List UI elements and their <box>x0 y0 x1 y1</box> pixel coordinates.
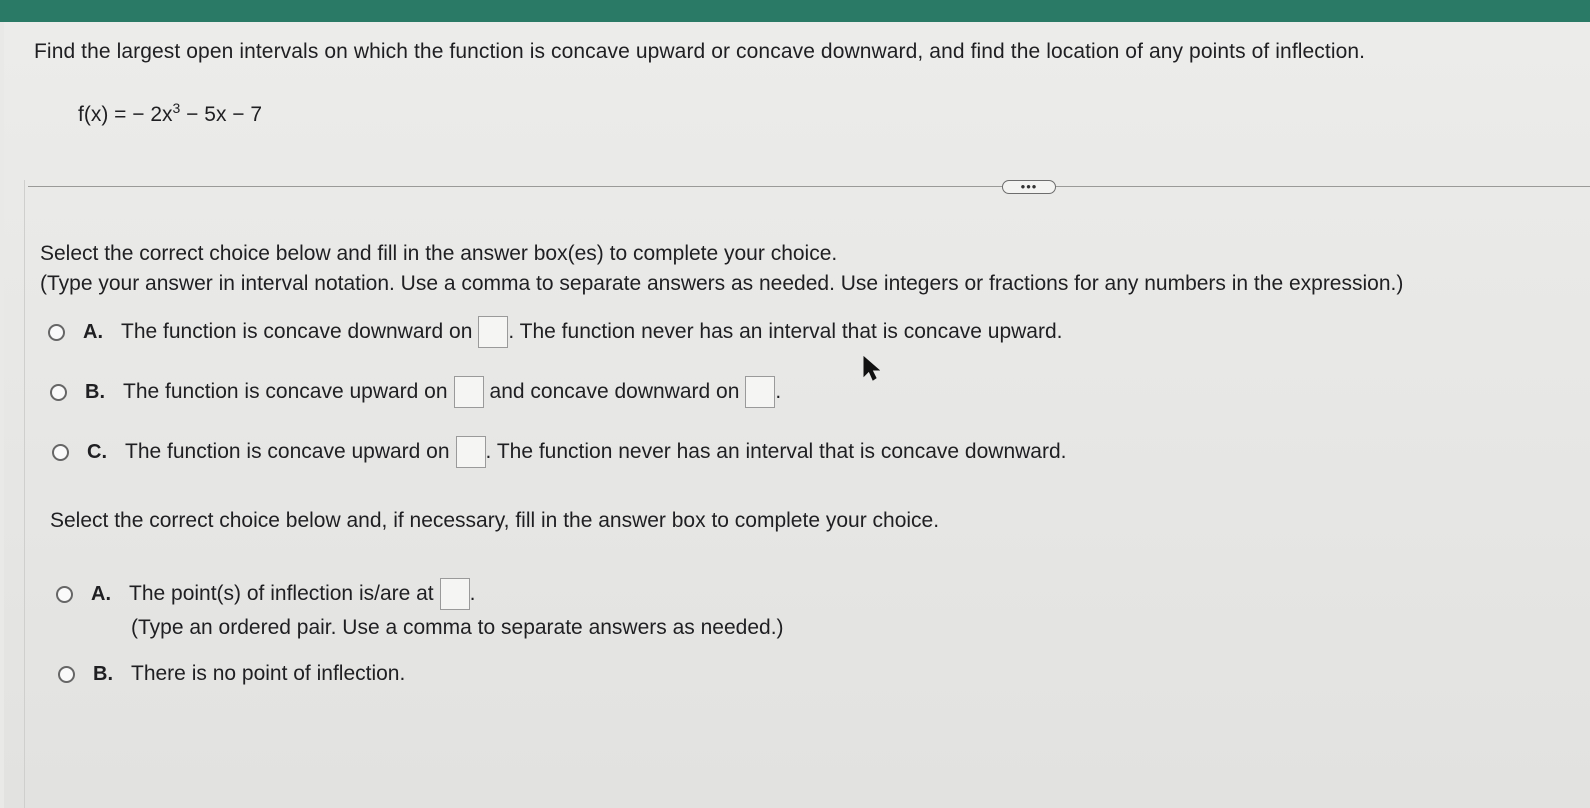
answer-box-inflection-point[interactable] <box>440 578 470 610</box>
choice-text-middle: and concave downward on <box>489 380 740 403</box>
more-options-button[interactable]: ••• <box>1002 180 1056 194</box>
choice-text: The point(s) of inflection is/are at <box>129 582 434 605</box>
formula-prefix: f(x) = − 2x <box>78 103 173 126</box>
choice-text: The function is concave upward on <box>123 380 448 403</box>
part1-hint: (Type your answer in interval notation. Use a comma to separate answers as needed. Use integers or fractions for any numbers in the expression.) <box>40 272 1404 295</box>
choice-text-after: . <box>469 582 476 605</box>
choice-text: The function is concave downward on <box>121 320 473 343</box>
part1-instruction: Select the correct choice below and fill in the answer box(es) to complete your choice. <box>40 242 838 265</box>
choice-text-after: . <box>775 380 782 403</box>
formula-suffix: − 5x − 7 <box>180 103 263 126</box>
choice-letter: B. <box>85 380 105 403</box>
question-text: Find the largest open intervals on which the function is concave upward or concave downward, and find the location of any points of inflection. <box>34 40 1366 63</box>
formula-exponent: 3 <box>172 100 181 116</box>
radio-part2-b[interactable] <box>58 666 75 683</box>
choice-text-after: . The function never has an interval that is concave upward. <box>508 320 1063 343</box>
choice-letter: B. <box>93 662 113 685</box>
part2-choice-a-note: (Type an ordered pair. Use a comma to separate answers as needed.) <box>131 616 784 639</box>
answer-box-concave-up[interactable] <box>454 376 484 408</box>
choice-letter: A. <box>83 320 103 343</box>
top-bar <box>0 0 1590 22</box>
panel-edge <box>24 180 25 808</box>
choice-letter: C. <box>87 440 107 463</box>
question-page <box>4 22 1590 808</box>
section-divider <box>28 186 1590 187</box>
radio-part1-b[interactable] <box>50 384 67 401</box>
part2-instruction: Select the correct choice below and, if necessary, fill in the answer box to complete your choice. <box>50 509 940 532</box>
answer-box-concave-up[interactable] <box>456 436 486 468</box>
mouse-pointer-icon <box>862 356 880 382</box>
radio-part2-a[interactable] <box>56 586 73 603</box>
function-formula <box>78 100 262 127</box>
part1-choice-c[interactable] <box>52 436 1066 468</box>
choice-text-after: . The function never has an interval that is concave downward. <box>485 440 1067 463</box>
answer-box-concave-down[interactable] <box>745 376 775 408</box>
radio-part1-a[interactable] <box>48 324 65 341</box>
part2-choice-a[interactable] <box>56 578 476 610</box>
radio-part1-c[interactable] <box>52 444 69 461</box>
choice-text: The function is concave upward on <box>125 440 450 463</box>
part2-choice-b[interactable] <box>58 662 405 686</box>
choice-text: There is no point of inflection. <box>131 662 406 685</box>
part1-choice-b[interactable] <box>50 376 781 408</box>
choice-letter: A. <box>91 582 111 605</box>
part1-choice-a[interactable] <box>48 316 1062 348</box>
answer-box-concave-down[interactable] <box>478 316 508 348</box>
